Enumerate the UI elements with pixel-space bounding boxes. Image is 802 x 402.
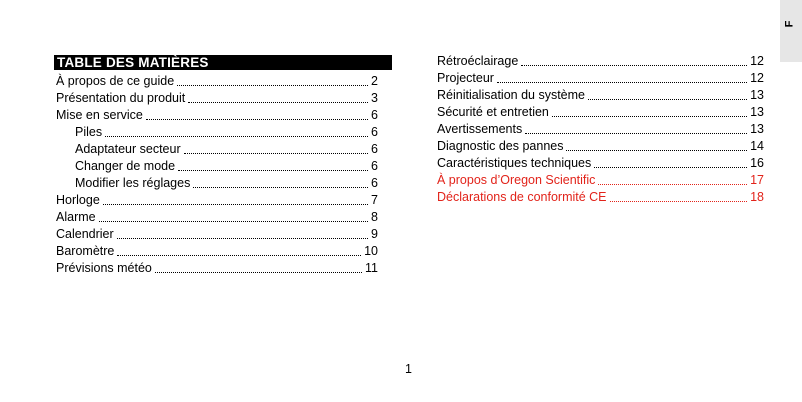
toc-entry-label: Adaptateur secteur (75, 142, 181, 156)
dot-leader (610, 201, 748, 202)
toc-entry-page-number: 7 (371, 193, 378, 207)
dot-leader (155, 272, 362, 273)
toc-entry[interactable] (56, 226, 378, 243)
toc-right-column (437, 53, 764, 206)
toc-entry-label: Calendrier (56, 227, 114, 241)
toc-entry-page-number: 6 (371, 142, 378, 156)
dot-leader (188, 102, 368, 103)
toc-entry-label: Réinitialisation du système (437, 88, 585, 102)
toc-entry[interactable] (437, 104, 764, 121)
toc-entry-page-number: 17 (750, 173, 764, 187)
toc-entry-page-number: 13 (750, 105, 764, 119)
toc-entry[interactable] (56, 192, 378, 209)
dot-leader (594, 167, 747, 168)
toc-entry-label: Diagnostic des pannes (437, 139, 564, 153)
toc-entry[interactable] (437, 155, 764, 172)
dot-leader (103, 204, 368, 205)
dot-leader (193, 187, 368, 188)
toc-entry-page-number: 8 (371, 210, 378, 224)
toc-entry-page-number: 6 (371, 159, 378, 173)
dot-leader (99, 221, 368, 222)
toc-entry-page-number: 6 (371, 125, 378, 139)
language-tab (780, 0, 802, 62)
toc-entry-page-number: 14 (750, 139, 764, 153)
toc-entry-page-number: 12 (750, 71, 764, 85)
dot-leader (521, 65, 747, 66)
dot-leader (598, 184, 747, 185)
toc-entry-label: Baromètre (56, 244, 115, 258)
toc-entry-page-number: 10 (364, 244, 378, 258)
toc-entry-label: Projecteur (437, 71, 494, 85)
toc-entry-label: Changer de mode (75, 159, 176, 173)
toc-entry[interactable] (56, 175, 378, 192)
toc-entry-page-number: 6 (371, 108, 378, 122)
dot-leader (105, 136, 368, 137)
toc-entry-label: Présentation du produit (56, 91, 186, 105)
toc-entry[interactable] (56, 107, 378, 124)
toc-entry-page-number: 3 (371, 91, 378, 105)
dot-leader (552, 116, 747, 117)
toc-entry[interactable] (56, 73, 378, 90)
toc-entry[interactable] (437, 70, 764, 87)
toc-entry-label: Avertissements (437, 122, 523, 136)
toc-entry[interactable] (56, 209, 378, 226)
language-letter: F (783, 20, 796, 28)
toc-entry[interactable] (56, 243, 378, 260)
toc-entry[interactable] (437, 53, 764, 70)
toc-entry-label: Prévisions météo (56, 261, 152, 275)
toc-heading: TABLE DES MATIÈRES (54, 55, 392, 70)
dot-leader (497, 82, 747, 83)
toc-entry-label: Rétroéclairage (437, 54, 519, 68)
toc-entry-label: Déclarations de conformité CE (437, 190, 607, 204)
toc-entry-label: Caractéristiques techniques (437, 156, 592, 170)
toc-entry[interactable] (437, 121, 764, 138)
dot-leader (177, 85, 368, 86)
dot-leader (178, 170, 368, 171)
toc-entry-page-number: 18 (750, 190, 764, 204)
dot-leader (588, 99, 747, 100)
toc-entry[interactable] (56, 260, 378, 277)
toc-entry[interactable] (56, 158, 378, 175)
toc-entry-label: Horloge (56, 193, 100, 207)
toc-entry[interactable] (437, 172, 764, 189)
toc-entry-label: Piles (75, 125, 103, 139)
toc-entry-label: Modifier les réglages (75, 176, 191, 190)
toc-entry-label: À propos de ce guide (56, 74, 175, 88)
toc-entry[interactable] (437, 189, 764, 206)
toc-entry[interactable] (437, 87, 764, 104)
toc-entry[interactable] (56, 124, 378, 141)
toc-entry-page-number: 6 (371, 176, 378, 190)
toc-entry-page-number: 11 (365, 261, 378, 275)
toc-entry-page-number: 9 (371, 227, 378, 241)
toc-entry-page-number: 16 (750, 156, 764, 170)
dot-leader (525, 133, 747, 134)
toc-entry-label: Alarme (56, 210, 96, 224)
toc-entry-page-number: 13 (750, 122, 764, 136)
toc-left-column (56, 73, 378, 277)
toc-entry-label: À propos d’Oregon Scientific (437, 173, 596, 187)
toc-entry[interactable] (56, 90, 378, 107)
dot-leader (117, 255, 361, 256)
dot-leader (184, 153, 368, 154)
dot-leader (146, 119, 368, 120)
dot-leader (566, 150, 747, 151)
toc-entry-page-number: 2 (371, 74, 378, 88)
dot-leader (117, 238, 368, 239)
toc-entry-label: Sécurité et entretien (437, 105, 549, 119)
toc-entry[interactable] (56, 141, 378, 158)
toc-entry[interactable] (437, 138, 764, 155)
toc-entry-label: Mise en service (56, 108, 143, 122)
page-number: 1 (405, 362, 412, 376)
toc-entry-page-number: 13 (750, 88, 764, 102)
toc-entry-page-number: 12 (750, 54, 764, 68)
